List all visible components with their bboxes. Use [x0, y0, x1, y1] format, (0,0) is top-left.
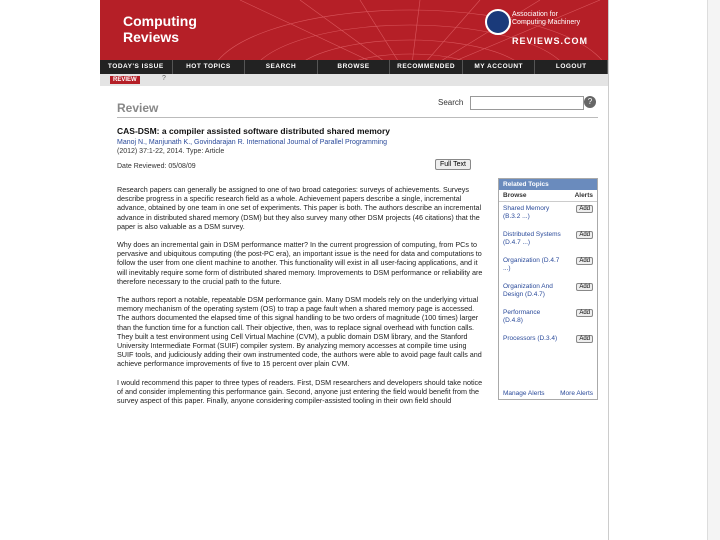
related-topics-footer: [503, 390, 593, 397]
date-reviewed: Date Reviewed: 05/08/09: [117, 163, 196, 170]
related-topic-link[interactable]: Processors (D.3.4): [503, 335, 558, 342]
slide-page-number: 20: [666, 514, 675, 523]
brand-title[interactable]: [123, 13, 197, 45]
related-topic-item: [499, 228, 597, 254]
manage-alerts-link[interactable]: Manage Alerts: [503, 390, 545, 397]
acm-logo-icon[interactable]: [485, 9, 511, 35]
related-topic-item: [499, 306, 597, 332]
acm-line2: Computing Machinery: [512, 19, 581, 26]
paragraph: Research papers can generally be assigned to one of two broad categories: surveys of achievements. Surveys describe progress in a specific research field as a whole. Achievement papers describe a single, incremental advance, obtained by one team in one set of experiments. This paper is both. The authors describe an incremental advance in distributed shared memory (DSM) but they also survey many other DSM projects (46 citations) that the paper is also valuable as a DSM survey.: [117, 185, 482, 231]
add-alert-button[interactable]: Add: [576, 205, 593, 213]
acm-name: [512, 11, 580, 27]
acm-line1: Association for: [512, 11, 558, 18]
divider: [117, 117, 598, 118]
paragraph: Why does an incremental gain in DSM performance matter? In the current progression of computing, from PCs to pervasive and ubiquitous computing (the post-PC era), an important issue is the need for data and computations to follow the user from one client machine to another. This functionality will exist in all user-facing applications, and it will inevitably require some form of distributed shared memory. Improvements to DSM performance or reliability are therefore necessary to the crucial path to the future.: [117, 240, 483, 286]
col-alerts: Alerts: [574, 192, 593, 199]
add-alert-button[interactable]: Add: [576, 335, 593, 343]
related-topics-header: Related Topics: [499, 179, 597, 190]
related-topic-link[interactable]: Distributed Systems (D.4.7 ...): [503, 231, 561, 246]
nav-hot-topics[interactable]: HOT TOPICS: [173, 60, 246, 74]
nav-search[interactable]: SEARCH: [245, 60, 318, 74]
add-alert-button[interactable]: Add: [576, 257, 593, 265]
related-topic-item: [499, 202, 597, 228]
full-text-button[interactable]: Full Text: [435, 159, 471, 170]
scrollbar[interactable]: [707, 0, 720, 540]
brand-line1: Computing: [123, 13, 197, 29]
paragraph: I would recommend this paper to three types of readers. First, DSM researchers and developers should take notice of and consider implementing this performance gain. Second, anyone just entering the field would benefit from the survey aspect of this paper. Finally, anyone considering compiler-assisted tooling in their own field should: [117, 377, 483, 406]
main-nav: [100, 60, 608, 74]
brand-line2: Reviews: [123, 29, 180, 45]
nav-todays-issue[interactable]: TODAY'S ISSUE: [100, 60, 173, 74]
nav-browse[interactable]: BROWSE: [318, 60, 391, 74]
col-browse: Browse: [503, 192, 527, 199]
add-alert-button[interactable]: Add: [576, 231, 593, 239]
search-help-icon[interactable]: ?: [584, 96, 596, 108]
review-tab[interactable]: REVIEW: [110, 76, 140, 84]
related-topic-link[interactable]: Performance (D.4.8): [503, 309, 541, 324]
related-topic-link[interactable]: Organization And Design (D.4.7): [503, 283, 553, 298]
header-banner: [100, 0, 608, 60]
add-alert-button[interactable]: Add: [576, 283, 593, 291]
article-authors[interactable]: Manoj N., Manjunath K., Govindarajan R. International Journal of Parallel Programming: [117, 139, 388, 146]
more-alerts-link[interactable]: More Alerts: [560, 390, 593, 397]
related-topics-columns: [499, 190, 597, 202]
sub-bar: [100, 74, 608, 86]
nav-logout[interactable]: LOGOUT: [535, 60, 608, 74]
add-alert-button[interactable]: Add: [576, 309, 593, 317]
related-topic-link[interactable]: Organization (D.4.7 ...): [503, 257, 560, 272]
page-title: Review: [117, 101, 159, 115]
nav-recommended[interactable]: RECOMMENDED: [390, 60, 463, 74]
review-page: [100, 0, 609, 540]
article-meta: (2012) 37:1-22, 2014. Type: Article: [117, 148, 225, 155]
related-topics-panel: [498, 178, 598, 400]
article-title: CAS-DSM: a compiler assisted software distributed shared memory: [117, 126, 391, 136]
search-label: Search: [438, 98, 464, 107]
related-topic-link[interactable]: Shared Memory (B.3.2 ...): [503, 205, 550, 220]
related-topic-item: [499, 280, 597, 306]
review-body: [117, 185, 483, 414]
related-topic-item: [499, 254, 597, 280]
nav-my-account[interactable]: MY ACCOUNT: [463, 60, 536, 74]
paragraph: The authors report a notable, repeatable DSM performance gain. Many DSM models rely on the underlying virtual memory mechanism of the operating system (OS) to trap a page fault when a shared memory page is accessed. The authors documented the elapsed time of this signal handling to be two orders of magnitude (100 times) larger than the function time for a function call. Their objective, then, was to replace signal overhead with function calls. They built a test environment using Cell Virtual Machine (CVM), a public domain DSM library, and the Stanford University Intermediate Format (SUIF) compiler system. By analyzing memory accesses at compile time using SUIF tools, and judiciously adding their own instrumented code, the authors were able to avoid page fault calls and achieve performance improvements of five to 15 percent over plain CVM.: [117, 295, 482, 369]
help-icon[interactable]: ?: [162, 75, 166, 82]
acm-url[interactable]: REVIEWS.COM: [512, 36, 589, 46]
search-input[interactable]: [470, 96, 584, 110]
left-margin: [0, 0, 100, 540]
related-topic-item: [499, 332, 597, 358]
